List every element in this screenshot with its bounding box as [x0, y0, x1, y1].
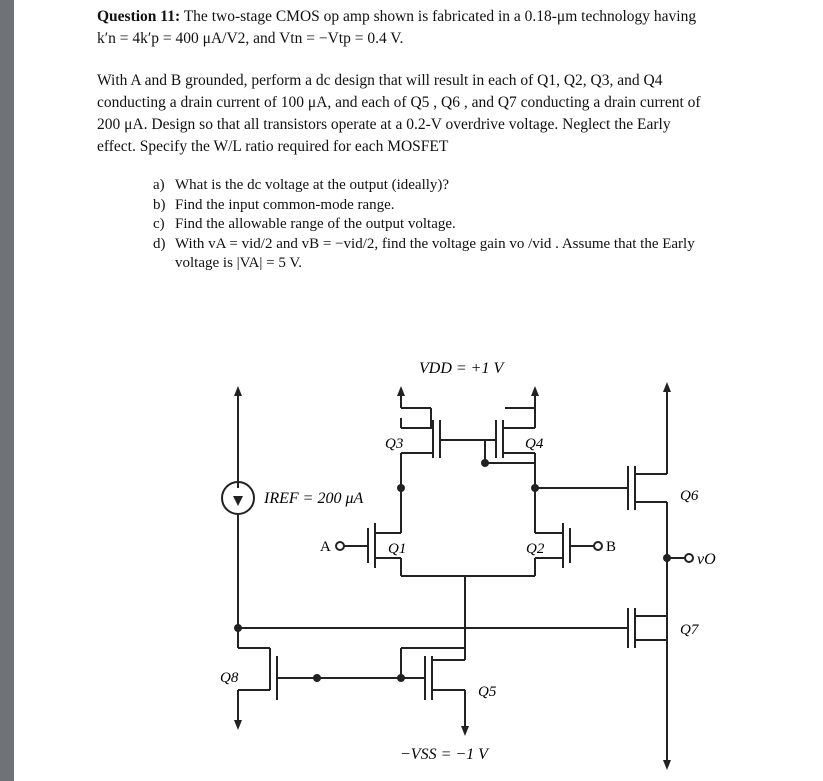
output-label: vO [697, 551, 716, 568]
vdd-label: VDD = +1 V [419, 360, 504, 377]
part-label: a) [153, 177, 165, 193]
problem-statement [97, 70, 797, 158]
question-number: Question 11: [97, 8, 181, 25]
op-amp-circuit-diagram [180, 318, 720, 778]
statement-line: conducting a drain current of 100 μA, and each of Q5 , Q6 , and Q7 conducting a drain current of [97, 94, 701, 111]
statement-line: 200 μA. Design so that all transistors operate at a 0.2-V overdrive voltage. Neglect the Early [97, 116, 671, 133]
statement-line: With A and B grounded, perform a dc design that will result in each of Q1, Q2, Q3, and Q4 [97, 72, 663, 89]
part-c [153, 215, 797, 235]
part-text: voltage is |VA| = 5 V. [175, 255, 302, 271]
window-left-edge [0, 0, 14, 781]
part-label: d) [153, 235, 166, 252]
q8-label: Q8 [220, 670, 239, 686]
q1-label: Q1 [388, 541, 407, 557]
part-text: Find the allowable range of the output voltage. [175, 216, 456, 232]
input-a-label: A [320, 539, 331, 555]
part-text: With vA = vid/2 and vB = −vid/2, find the voltage gain vo /vid . Assume that the Early [175, 235, 695, 252]
question-parts [153, 176, 797, 274]
part-text: Find the input common-mode range. [175, 196, 395, 213]
part-a [153, 176, 797, 196]
part-b [153, 196, 797, 216]
part-text: What is the dc voltage at the output (ideally)? [175, 177, 450, 193]
question-header-line1: The two-stage CMOS op amp shown is fabricated in a 0.18-μm technology having [183, 8, 697, 25]
part-label: b) [153, 196, 166, 213]
input-b-label: B [606, 539, 617, 555]
statement-line: effect. Specify the W/L ratio required for each MOSFET [97, 138, 449, 155]
part-label: c) [153, 216, 165, 232]
vss-label: −VSS = −1 V [400, 746, 488, 763]
part-d [153, 235, 797, 255]
q3-label: Q3 [385, 436, 404, 452]
question-header-line2: k′n = 4k′p = 400 μA/V2, and Vtn = −Vtp = 0.4 V. [97, 30, 404, 47]
q2-label: Q2 [526, 541, 545, 557]
question-header [97, 6, 797, 50]
question-document [97, 6, 797, 274]
q7-label: Q7 [680, 622, 699, 638]
q5-label: Q5 [478, 684, 497, 700]
q6-label: Q6 [680, 488, 699, 504]
q4-label: Q4 [525, 436, 544, 452]
part-d-cont [153, 254, 797, 274]
iref-label: IREF = 200 μA [264, 490, 364, 507]
